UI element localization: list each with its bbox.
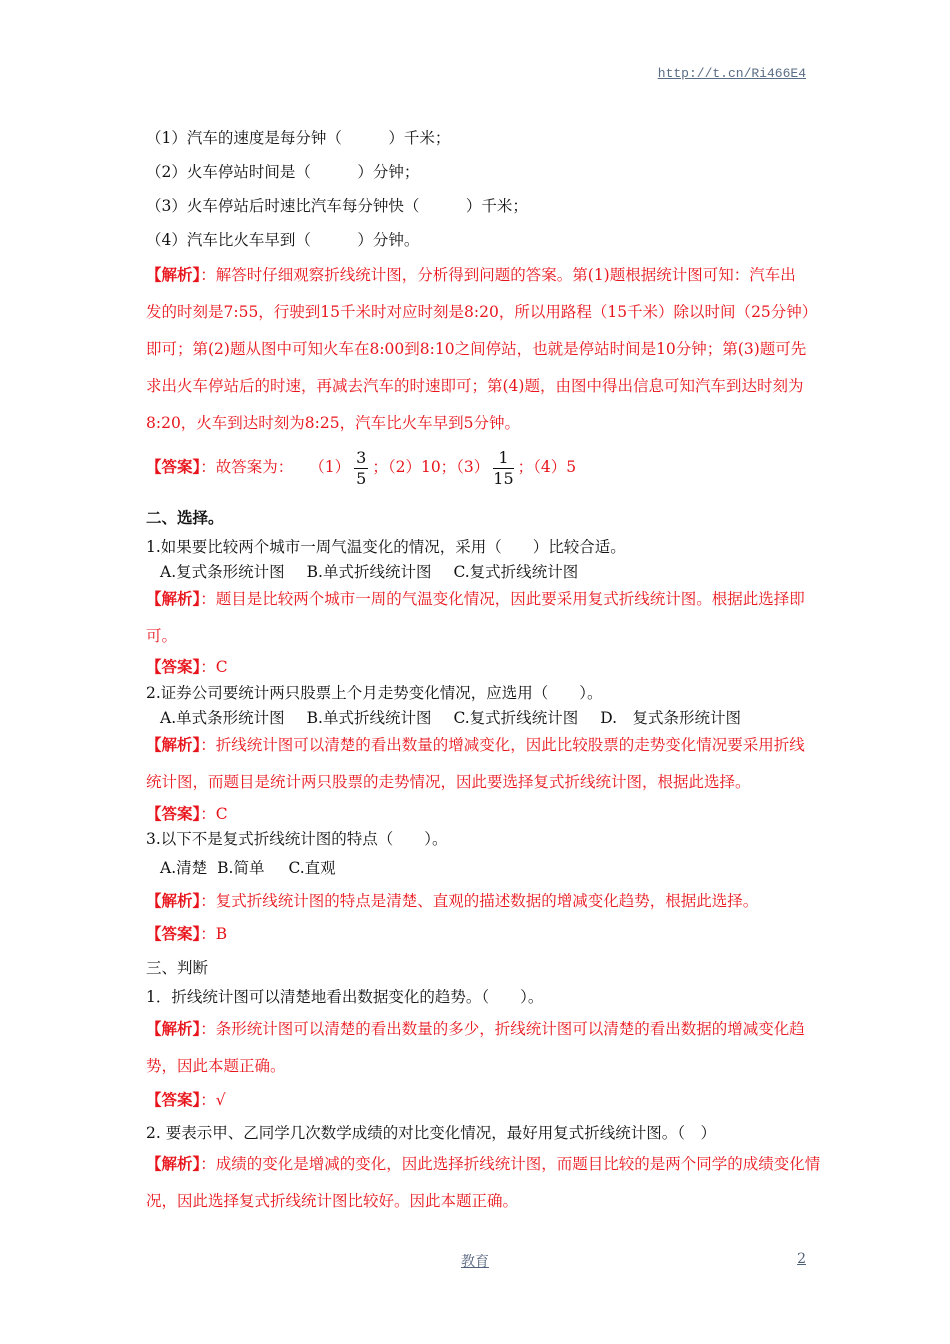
analysis-text: ：题目是比较两个城市一周的气温变化情况，因此要采用复式折线统计图。根据此选择即可。 [146, 590, 805, 645]
page-number: 2 [797, 1251, 806, 1267]
analysis-text: ：成绩的变化是增减的变化，因此选择折线统计图，而题目比较的是两个同学的成绩变化情况，因此选择复式折线统计图比较好。因此本题正确。 [146, 1155, 821, 1210]
choice-q3-answer [146, 922, 227, 944]
answer-part-2: ；（2）10；（3） [372, 458, 490, 476]
option-a[interactable]: A.清楚 [160, 859, 208, 877]
judge-q2-analysis [146, 1145, 846, 1220]
choice-q2-answer [146, 802, 228, 824]
answer-label: 【答案】 [146, 804, 201, 823]
answer-text: ：√ [200, 1091, 226, 1109]
choice-q3-stem: 3.以下不是复式折线统计图的特点（ ）。 [146, 830, 448, 848]
option-c[interactable]: C.复式折线统计图 [453, 563, 579, 581]
answer-text: ：B [200, 925, 228, 943]
header-url-link[interactable]: http://t.cn/Ri466E4 [657, 66, 806, 81]
answer-part-1: （1） [309, 458, 351, 476]
choice-q1-stem: 1.如果要比较两个城市一周气温变化的情况，采用（ ）比较合适。 [146, 538, 626, 556]
option-a[interactable]: A.单式条形统计图 [160, 709, 285, 727]
analysis-label: 【解析】 [146, 1019, 201, 1038]
choice-q1-options [160, 560, 600, 582]
option-b[interactable]: B.单式折线统计图 [306, 563, 432, 581]
analysis-label: 【解析】 [146, 891, 201, 910]
option-a[interactable]: A.复式条形统计图 [160, 563, 285, 581]
judge-q2-stem: 2. 要表示甲、乙同学几次数学成绩的对比变化情况，最好用复式折线统计图。（ ） [146, 1124, 716, 1142]
choice-q1-analysis [146, 580, 810, 655]
analysis-label: 【解析】 [146, 265, 201, 284]
option-c[interactable]: C.直观 [288, 859, 336, 877]
answer-block-1 [146, 444, 576, 490]
option-d[interactable]: D. 复式条形统计图 [600, 709, 742, 727]
question-part-4: （4）汽车比火车早到（ ）分钟。 [146, 231, 420, 249]
answer-prefix: ：故答案为： [200, 458, 294, 476]
analysis-text: ：条形统计图可以清楚的看出数量的多少，折线统计图可以清楚的看出数据的增减变化趋势，因此本题正确。 [146, 1020, 805, 1075]
choice-q2-options [160, 706, 763, 728]
option-b[interactable]: B.简单 [217, 859, 265, 877]
judge-q1-analysis [146, 1010, 810, 1085]
analysis-text: ：复式折线统计图的特点是清楚、直观的描述数据的增减变化趋势，根据此选择。 [200, 892, 759, 910]
choice-q1-answer [146, 655, 228, 677]
analysis-label: 【解析】 [146, 1154, 201, 1173]
choice-q2-analysis [146, 726, 810, 801]
analysis-label: 【解析】 [146, 589, 201, 608]
analysis-label: 【解析】 [146, 735, 201, 754]
fraction-numerator: 1 [493, 448, 513, 469]
fraction-denominator: 15 [493, 468, 514, 488]
fraction-denominator: 5 [356, 468, 367, 488]
judge-q1-answer [146, 1088, 226, 1110]
question-part-3: （3）火车停站后时速比汽车每分钟快（ ）千米； [146, 197, 528, 215]
answer-label: 【答案】 [146, 657, 201, 676]
question-part-2: （2）火车停站时间是（ ）分钟； [146, 163, 420, 181]
fraction-one-fifteenth [493, 448, 513, 489]
judge-q1-stem: 1．折线统计图可以清楚地看出数据变化的趋势。（ ）。 [146, 988, 544, 1006]
option-c[interactable]: C.复式折线统计图 [453, 709, 579, 727]
footer-center-text[interactable]: 教育 [461, 1254, 489, 1270]
option-b[interactable]: B.单式折线统计图 [306, 709, 432, 727]
fraction-three-fifths [354, 448, 368, 489]
section-title-choice: 二、选择。 [146, 508, 224, 527]
analysis-text: ：折线统计图可以清楚的看出数量的增减变化，因此比较股票的走势变化情况要采用折线统计图，而题目是统计两只股票的走势情况，因此要选择复式折线统计图，根据此选择。 [146, 736, 805, 791]
analysis-text: ：解答时仔细观察折线统计图，分析得到问题的答案。第(1)题根据统计图可知：汽车出发的时刻是7:55，行驶到15千米时对应时刻是8:20，所以用路程（15千米）除以时间（25分钟）即可；第(2)题从图中可知火车在8:00到8:10之间停站，也就是停站时间是10分钟；第(3)题可先求出火车停站后的时速，再减去汽车的时速即可；第(4)题，由图中得出信息可知汽车到达时刻为8:20，火车到达时刻为8:25，汽车比火车早到5分钟。 [146, 266, 810, 432]
answer-label: 【答案】 [146, 457, 201, 476]
question-part-1: （1）汽车的速度是每分钟（ ）千米； [146, 129, 451, 147]
choice-q3-options [160, 856, 358, 878]
answer-text: ：C [200, 805, 228, 823]
analysis-block-1 [146, 256, 810, 442]
footer-center-link[interactable] [0, 1251, 950, 1271]
choice-q2-stem: 2.证券公司要统计两只股票上个月走势变化情况，应选用（ ）。 [146, 684, 603, 702]
choice-q3-analysis [146, 889, 758, 911]
answer-part-3: ；（4）5 [517, 458, 577, 476]
section-title-judge: 三、判断 [146, 959, 209, 977]
fraction-numerator: 3 [356, 447, 367, 467]
answer-text: ：C [200, 658, 228, 676]
answer-label: 【答案】 [146, 924, 201, 943]
answer-label: 【答案】 [146, 1090, 201, 1109]
